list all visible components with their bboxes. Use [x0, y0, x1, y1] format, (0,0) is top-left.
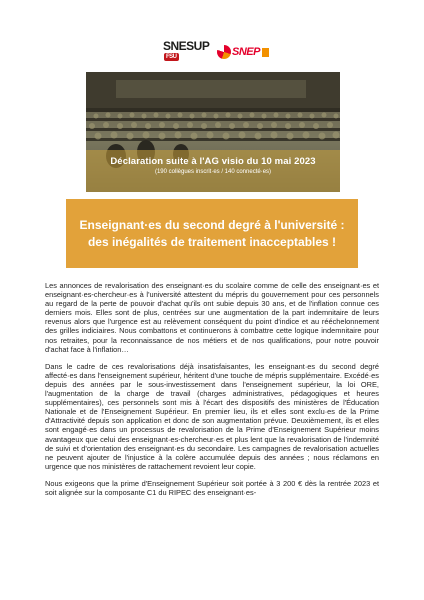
fsu-badge: FSU — [166, 53, 177, 60]
banner-title-line-1: Enseignant·es du second degré à l'université : — [79, 217, 345, 232]
caption-title: Déclaration suite à l'AG visio du 10 mai 2023 — [110, 156, 316, 167]
snep-logo-text: SNEP — [232, 46, 260, 58]
snep-square-icon — [262, 48, 269, 57]
snesup-fsu-logo — [163, 38, 211, 67]
assembly-photo — [86, 72, 340, 192]
header-logos — [163, 40, 269, 64]
snep-logo — [217, 45, 269, 59]
paragraph: Les annonces de revalorisation des enseignant·es du scolaire comme de celle des enseignant·es et enseignant·es-chercheur·es à l'université attestent du mépris du gouvernement pour ces personnels au regard de la perte de pouvoir d'achat qu'ils ont subie depuis 30 ans, et de l'inflation connue ces derniers mois. Elles sont de plus, centrées sur une augmentation de la part indemnitaire de leurs revenus alors que l'urgence est au relèvement conséquent du point d'indice et au rééchelonnement des grilles indiciaires. Nous combattons et continuerons à combattre cette logique indemnitaire pour nos retraites, pour la reconnaissance de nos métiers et de nos qualifications, pour notre pouvoir d'achat face à l'inflation… — [45, 281, 379, 354]
snep-swirl-icon — [217, 45, 231, 59]
banner-title-line-2: des inégalités de traitement inacceptables ! — [87, 234, 337, 249]
title-banner — [66, 199, 358, 268]
snesup-logo-text: SNESUP — [163, 38, 210, 53]
caption-subtitle: (190 collègues inscrit·es / 140 connecté·es) — [154, 169, 272, 175]
body-text — [45, 281, 379, 505]
paragraph: Nous exigeons que la prime d'Enseignement Supérieur soit portée à 3 200 € dès la rentrée 2023 et soit alignée sur la composante C1 du RIPEC des enseignant·es- — [45, 478, 379, 497]
paragraph: Dans le cadre de ces revalorisations déjà insatisfaisantes, les enseignant·es du second degré affecté·es dans l'enseignement supérieur, héritent d'une touche de mépris supplémentaire. Excédé·es depuis des années par le sous-investissement dans l'enseignement supérieur, la loi ORE, l'augmentation de la charge de travail (charges administratives, pédagogiques et heures supplémentaires), ces personnels sont mis à l'écart des dispositifs des ministères de l'Éducation Nationale et de l'Enseignement Supérieur. En premier lieu, ils et elles sont exclu·es de la Prime d'Attractivité depuis son application et donc de son augmentation prévue. Deuxièmement, ils et elles sont engagé·es dans un processus de revalorisation de la Prime d'Enseignement Supérieur moins avantageux que celui des enseignant·es-chercheur·es et plus lent que la revalorisation de l'indemnité de suivi et d'orientation des enseignant·es du secondaire. Les campagnes de revalorisation actuelles ne peuvent ajouter de l'injustice à la colère accumulée depuis des années ; nous réclamons en urgence que nos ministères de rattachement revoient leur copie. — [45, 361, 379, 471]
photo-caption — [86, 150, 340, 192]
